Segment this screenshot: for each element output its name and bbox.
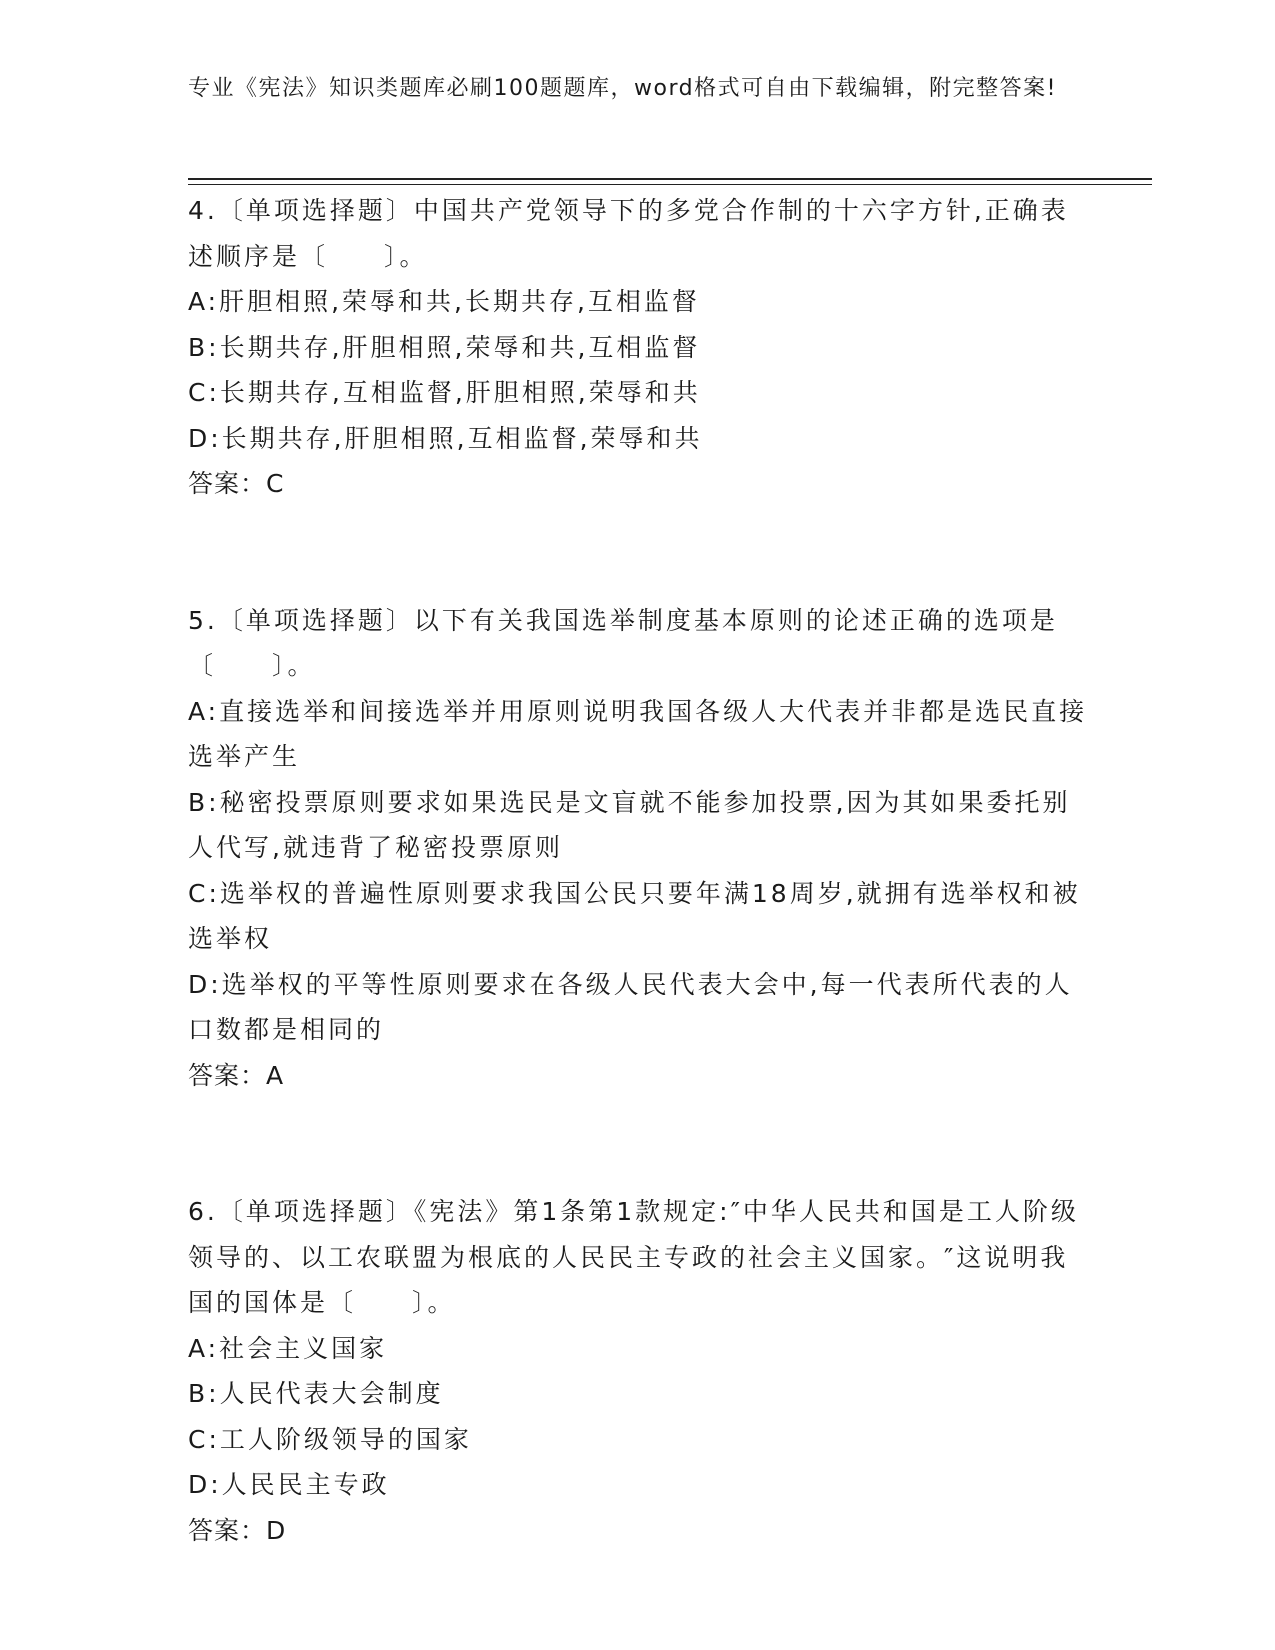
- option-b: B:秘密投票原则要求如果选民是文盲就不能参加投票,因为其如果委托别人代写,就违背了秘密投票原则: [188, 787, 1071, 862]
- question-stem: 5.〔单项选择题〕以下有关我国选举制度基本原则的论述正确的选项是〔 〕。: [188, 605, 1058, 680]
- question-stem: 6.〔单项选择题〕《宪法》第1条第1款规定:″中华人民共和国是工人阶级领导的、以工农联盟为根底的人民民主专政的社会主义国家。″这说明我国的国体是〔 〕。: [188, 1197, 1079, 1317]
- option-c: C:工人阶级领导的国家: [188, 1424, 472, 1454]
- option-b: B:长期共存,肝胆相照,荣辱和共,互相监督: [188, 332, 701, 362]
- question-list: [188, 188, 1088, 1553]
- option-d: D:选举权的平等性原则要求在各级人民代表大会中,每一代表所代表的人口数都是相同的: [188, 969, 1073, 1044]
- option-c: C:长期共存,互相监督,肝胆相照,荣辱和共: [188, 378, 701, 407]
- question-5: [188, 598, 1088, 1099]
- option-c: C:选举权的普遍性原则要求我国公民只要年满18周岁,就拥有选举权和被选举权: [188, 878, 1081, 953]
- option-d: D:人民民主专政: [188, 1470, 390, 1499]
- question-4: [188, 188, 1088, 507]
- option-d: D:长期共存,肝胆相照,互相监督,荣辱和共: [188, 423, 703, 453]
- question-spacer: [188, 1098, 1088, 1189]
- option-a: A:肝胆相照,荣辱和共,长期共存,互相监督: [188, 287, 700, 316]
- header-title: 专业《宪法》知识类题库必刷100题题库，word格式可自由下载编辑，附完整答案!: [188, 76, 1057, 101]
- answer-text: 答案：D: [188, 1515, 287, 1545]
- option-a: A:直接选举和间接选举并用原则说明我国各级人大代表并非都是选民直接选举产生: [188, 696, 1088, 771]
- question-stem: 4.〔单项选择题〕中国共产党领导下的多党合作制的十六字方针,正确表述顺序是〔 〕。: [188, 196, 1069, 271]
- option-a: A:社会主义国家: [188, 1333, 388, 1363]
- answer-text: 答案：C: [188, 469, 285, 498]
- answer-text: 答案：A: [188, 1060, 285, 1090]
- header-divider-thick: [188, 178, 1152, 180]
- option-b: B:人民代表大会制度: [188, 1379, 444, 1408]
- question-6: [188, 1189, 1088, 1553]
- document-header: [188, 72, 1078, 105]
- question-spacer: [188, 507, 1088, 598]
- header-divider-thin: [188, 184, 1152, 185]
